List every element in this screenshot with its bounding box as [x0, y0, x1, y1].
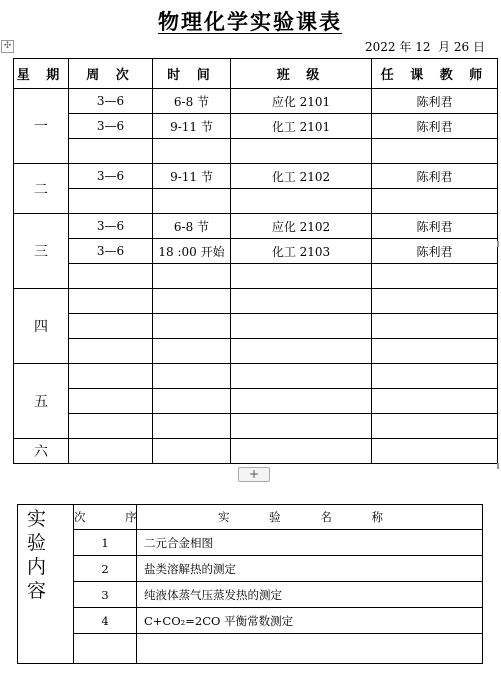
- header-sequence: 次 序: [74, 505, 137, 530]
- cell-teacher[interactable]: 陈利君: [372, 89, 498, 114]
- cell-teacher[interactable]: 陈利君: [372, 214, 498, 239]
- cell-weekday: 三: [14, 214, 69, 289]
- cell-teacher[interactable]: [372, 414, 498, 439]
- schedule-table: [13, 58, 498, 464]
- cell-weeks[interactable]: [69, 289, 153, 314]
- cell-class[interactable]: [231, 414, 372, 439]
- schedule-row: [14, 139, 498, 164]
- header-time: 时 间: [153, 59, 231, 89]
- schedule-row: [14, 339, 498, 364]
- cell-time[interactable]: [153, 189, 231, 214]
- cell-time[interactable]: [153, 364, 231, 389]
- cell-weeks[interactable]: 3—6: [69, 164, 153, 189]
- cell-weeks[interactable]: [69, 389, 153, 414]
- cell-weeks[interactable]: 3—6: [69, 214, 153, 239]
- cell-time[interactable]: [153, 389, 231, 414]
- cell-class[interactable]: [231, 289, 372, 314]
- cell-teacher[interactable]: [372, 389, 498, 414]
- schedule-row: [14, 164, 498, 189]
- cell-time[interactable]: [153, 339, 231, 364]
- schedule-row: [14, 314, 498, 339]
- cell-time[interactable]: [153, 264, 231, 289]
- table-edge-marker: [497, 241, 499, 247]
- cell-weekday: 六: [14, 439, 69, 464]
- experiment-row: [18, 634, 483, 664]
- schedule-date: 2022 年 12 月 26 日: [365, 40, 485, 54]
- add-row-button[interactable]: +: [238, 467, 270, 482]
- cell-time[interactable]: 6-8 节: [153, 89, 231, 114]
- cell-class[interactable]: [231, 439, 372, 464]
- header-weekday: 星 期: [14, 59, 69, 89]
- experiments-table: [17, 504, 483, 664]
- cell-time[interactable]: [153, 314, 231, 339]
- schedule-header-row: [14, 59, 498, 89]
- cell-weeks[interactable]: [69, 314, 153, 339]
- experiment-row: [18, 556, 483, 582]
- cell-teacher[interactable]: [372, 289, 498, 314]
- cell-time[interactable]: [153, 439, 231, 464]
- cell-class[interactable]: [231, 364, 372, 389]
- page-title: 物理化学实验课表: [158, 9, 342, 34]
- cell-weeks[interactable]: [69, 439, 153, 464]
- schedule-row: [14, 239, 498, 264]
- cell-time[interactable]: 9-11 节: [153, 164, 231, 189]
- schedule-row: [14, 439, 498, 464]
- cell-class[interactable]: [231, 264, 372, 289]
- cell-time[interactable]: [153, 414, 231, 439]
- cell-experiment-name[interactable]: [137, 634, 483, 664]
- schedule-row: [14, 414, 498, 439]
- cell-class[interactable]: [231, 139, 372, 164]
- schedule-row: [14, 264, 498, 289]
- cell-weeks[interactable]: [69, 414, 153, 439]
- header-teacher: 任 课 教 师: [372, 59, 498, 89]
- cell-class[interactable]: [231, 389, 372, 414]
- cell-time[interactable]: 18 :00 开始: [153, 239, 231, 264]
- cell-time[interactable]: 6-8 节: [153, 214, 231, 239]
- cell-teacher[interactable]: [372, 189, 498, 214]
- table-move-handle-icon[interactable]: ✣: [1, 40, 14, 53]
- cell-class[interactable]: 应化 2101: [231, 89, 372, 114]
- schedule-row: [14, 214, 498, 239]
- experiments-header-row: [18, 505, 483, 530]
- cell-weekday: 一: [14, 89, 69, 164]
- cell-sequence[interactable]: 1: [74, 530, 137, 556]
- experiments-side-label: [18, 505, 74, 664]
- cell-teacher[interactable]: 陈利君: [372, 164, 498, 189]
- schedule-row: [14, 289, 498, 314]
- schedule-row: [14, 189, 498, 214]
- cell-sequence[interactable]: 2: [74, 556, 137, 582]
- header-weeks: 周 次: [69, 59, 153, 89]
- cell-sequence[interactable]: 3: [74, 582, 137, 608]
- cell-class[interactable]: 化工 2102: [231, 164, 372, 189]
- cell-weekday: 五: [14, 364, 69, 439]
- cell-experiment-name[interactable]: 二元合金相图: [137, 530, 483, 556]
- side-label-char: 容: [26, 580, 64, 602]
- schedule-row: [14, 389, 498, 414]
- cell-class[interactable]: 应化 2102: [231, 214, 372, 239]
- schedule-row: [14, 114, 498, 139]
- table-edge-marker: [497, 463, 499, 469]
- cell-teacher[interactable]: [372, 314, 498, 339]
- cell-teacher[interactable]: [372, 439, 498, 464]
- cell-class[interactable]: [231, 339, 372, 364]
- schedule-row: [14, 89, 498, 114]
- experiment-row: [18, 582, 483, 608]
- cell-class[interactable]: [231, 189, 372, 214]
- cell-class[interactable]: [231, 314, 372, 339]
- side-label-char: 内: [26, 556, 64, 578]
- cell-weekday: 四: [14, 289, 69, 364]
- cell-time[interactable]: 9-11 节: [153, 114, 231, 139]
- cell-time[interactable]: [153, 139, 231, 164]
- header-class: 班 级: [231, 59, 372, 89]
- header-experiment-name: 实 验 名 称: [137, 505, 483, 530]
- cell-weekday: 二: [14, 164, 69, 214]
- cell-weeks[interactable]: [69, 364, 153, 389]
- cell-teacher[interactable]: [372, 364, 498, 389]
- cell-weeks[interactable]: 3—6: [69, 239, 153, 264]
- cell-weeks[interactable]: 3—6: [69, 89, 153, 114]
- cell-sequence[interactable]: 4: [74, 608, 137, 634]
- cell-time[interactable]: [153, 289, 231, 314]
- cell-experiment-name[interactable]: C+CO₂=2CO 平衡常数测定: [137, 608, 483, 634]
- cell-weeks[interactable]: [69, 264, 153, 289]
- cell-teacher[interactable]: [372, 339, 498, 364]
- schedule-row: [14, 364, 498, 389]
- cell-class[interactable]: 化工 2101: [231, 114, 372, 139]
- side-label-char: 验: [26, 532, 64, 554]
- cell-weeks[interactable]: [69, 339, 153, 364]
- experiment-row: [18, 608, 483, 634]
- experiment-row: [18, 530, 483, 556]
- cell-weeks[interactable]: [69, 189, 153, 214]
- cell-teacher[interactable]: 陈利君: [372, 114, 498, 139]
- cell-weeks[interactable]: 3—6: [69, 114, 153, 139]
- cell-teacher[interactable]: 陈利君: [372, 239, 498, 264]
- cell-sequence[interactable]: [74, 634, 137, 664]
- cell-weeks[interactable]: [69, 139, 153, 164]
- cell-experiment-name[interactable]: 盐类溶解热的测定: [137, 556, 483, 582]
- cell-teacher[interactable]: [372, 264, 498, 289]
- cell-class[interactable]: 化工 2103: [231, 239, 372, 264]
- side-label-char: 实: [26, 508, 64, 530]
- cell-experiment-name[interactable]: 纯液体蒸气压蒸发热的测定: [137, 582, 483, 608]
- cell-teacher[interactable]: [372, 139, 498, 164]
